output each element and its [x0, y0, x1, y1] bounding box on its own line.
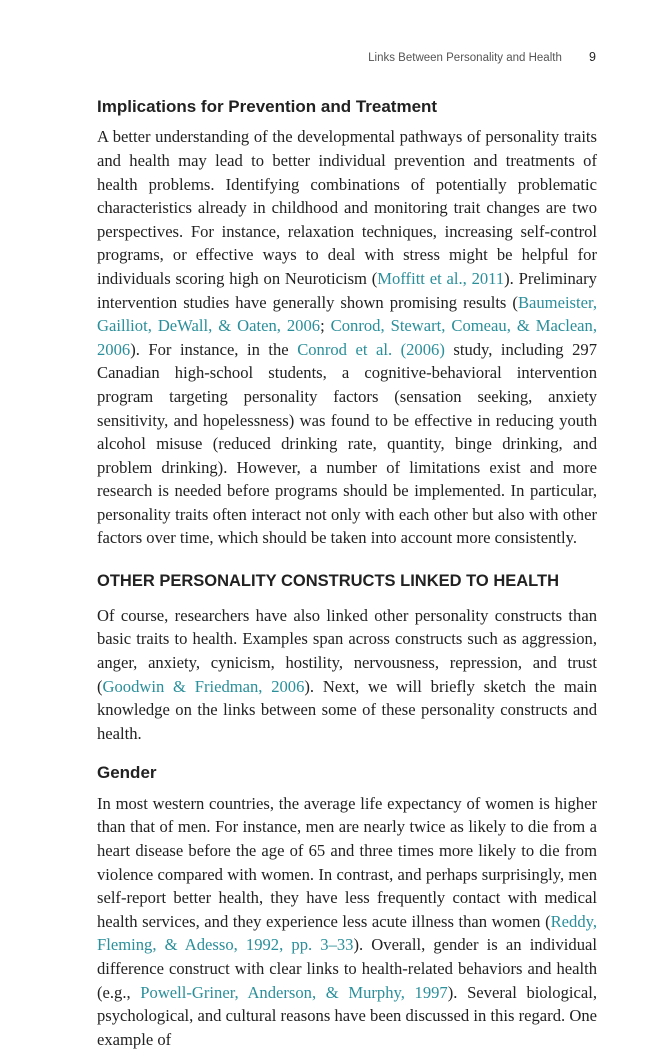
section-heading-gender: Gender: [97, 763, 157, 783]
citation-link[interactable]: Goodwin & Friedman, 2006: [102, 676, 305, 696]
text-run: In most western countries, the average life expectancy of women is higher than that of men. For instance, men are nearly twice as likely to die from a heart disease before the age of 65 and three times more likely to die from violence compared with women. In contrast, and perhaps surprisingly, men self-report better health, they have less frequently contact with medical health services, and they experience less acute illness than women (: [97, 793, 597, 931]
citation-link[interactable]: Moffitt et al., 2011: [377, 268, 505, 288]
citation-link[interactable]: Baumeister, Gailliot, DeWall, & Oaten, 2006: [97, 292, 597, 336]
running-title: Links Between Personality and Health: [368, 52, 562, 64]
text-run: ). Several biological, psychological, and cultural reasons have been discussed in this regard. One example of: [97, 982, 597, 1049]
page-content: [97, 97, 597, 1051]
text-run: ;: [320, 316, 331, 336]
citation-link[interactable]: Reddy, Fleming, & Adesso, 1992, pp. 3–33: [97, 911, 597, 955]
text-run: ). Overall, gender is an individual difference construct with clear links to health-related behaviors and health (e.g.,: [97, 935, 597, 1002]
paragraph-implications: [97, 125, 597, 550]
section-heading-implications: Implications for Prevention and Treatment: [97, 97, 438, 116]
section-heading-other-constructs: OTHER PERSONALITY CONSTRUCTS LINKED TO HEALTH: [97, 572, 560, 591]
page-number: 9: [589, 50, 596, 64]
running-head: [368, 50, 596, 64]
citation-link[interactable]: Conrod et al. (2006): [297, 339, 445, 359]
text-run: A better understanding of the developmental pathways of personality traits and health may lead to better individual prevention and treatments of health problems. Identifying combinations of potentially problematic characteristics already in childhood and monitoring trait changes are two perspectives. For instance, relaxation techniques, increasing self-control programs, or effective ways to deal with stress might be helpful for individuals scoring high on Neuroticism (: [97, 127, 597, 288]
text-run: ). Next, we will briefly sketch the main knowledge on the links between some of these personality constructs and health.: [97, 676, 597, 743]
text-run: Of course, researchers have also linked other personality constructs than basic traits to health. Examples span across constructs such as aggression, anger, anxiety, cynicism, hostility, nervousness, repression, and trust (: [97, 605, 597, 696]
text-run: study, including 297 Canadian high-school students, a cognitive-behavioral intervention program targeting personality factors (sensation seeking, anxiety sensitivity, and hopelessness) was found to be effective in reducing youth alcohol misuse (reduced drinking rate, quantity, binge drinking, and problem drinking). However, a number of limitations exist and more research is needed before programs should be implemented. In particular, personality traits often interact not only with each other but also with other factors over time, which should be taken into account more consistently.: [97, 339, 597, 548]
paragraph-other-constructs: [97, 604, 597, 746]
text-run: ). For instance, in the: [130, 339, 298, 359]
citation-link[interactable]: Conrod, Stewart, Comeau, & Maclean, 2006: [97, 316, 597, 359]
citation-link[interactable]: Powell-Griner, Anderson, & Murphy, 1997: [140, 982, 448, 1002]
text-run: ). Preliminary intervention studies have generally shown promising results (: [97, 268, 597, 312]
paragraph-gender: [97, 792, 597, 1051]
